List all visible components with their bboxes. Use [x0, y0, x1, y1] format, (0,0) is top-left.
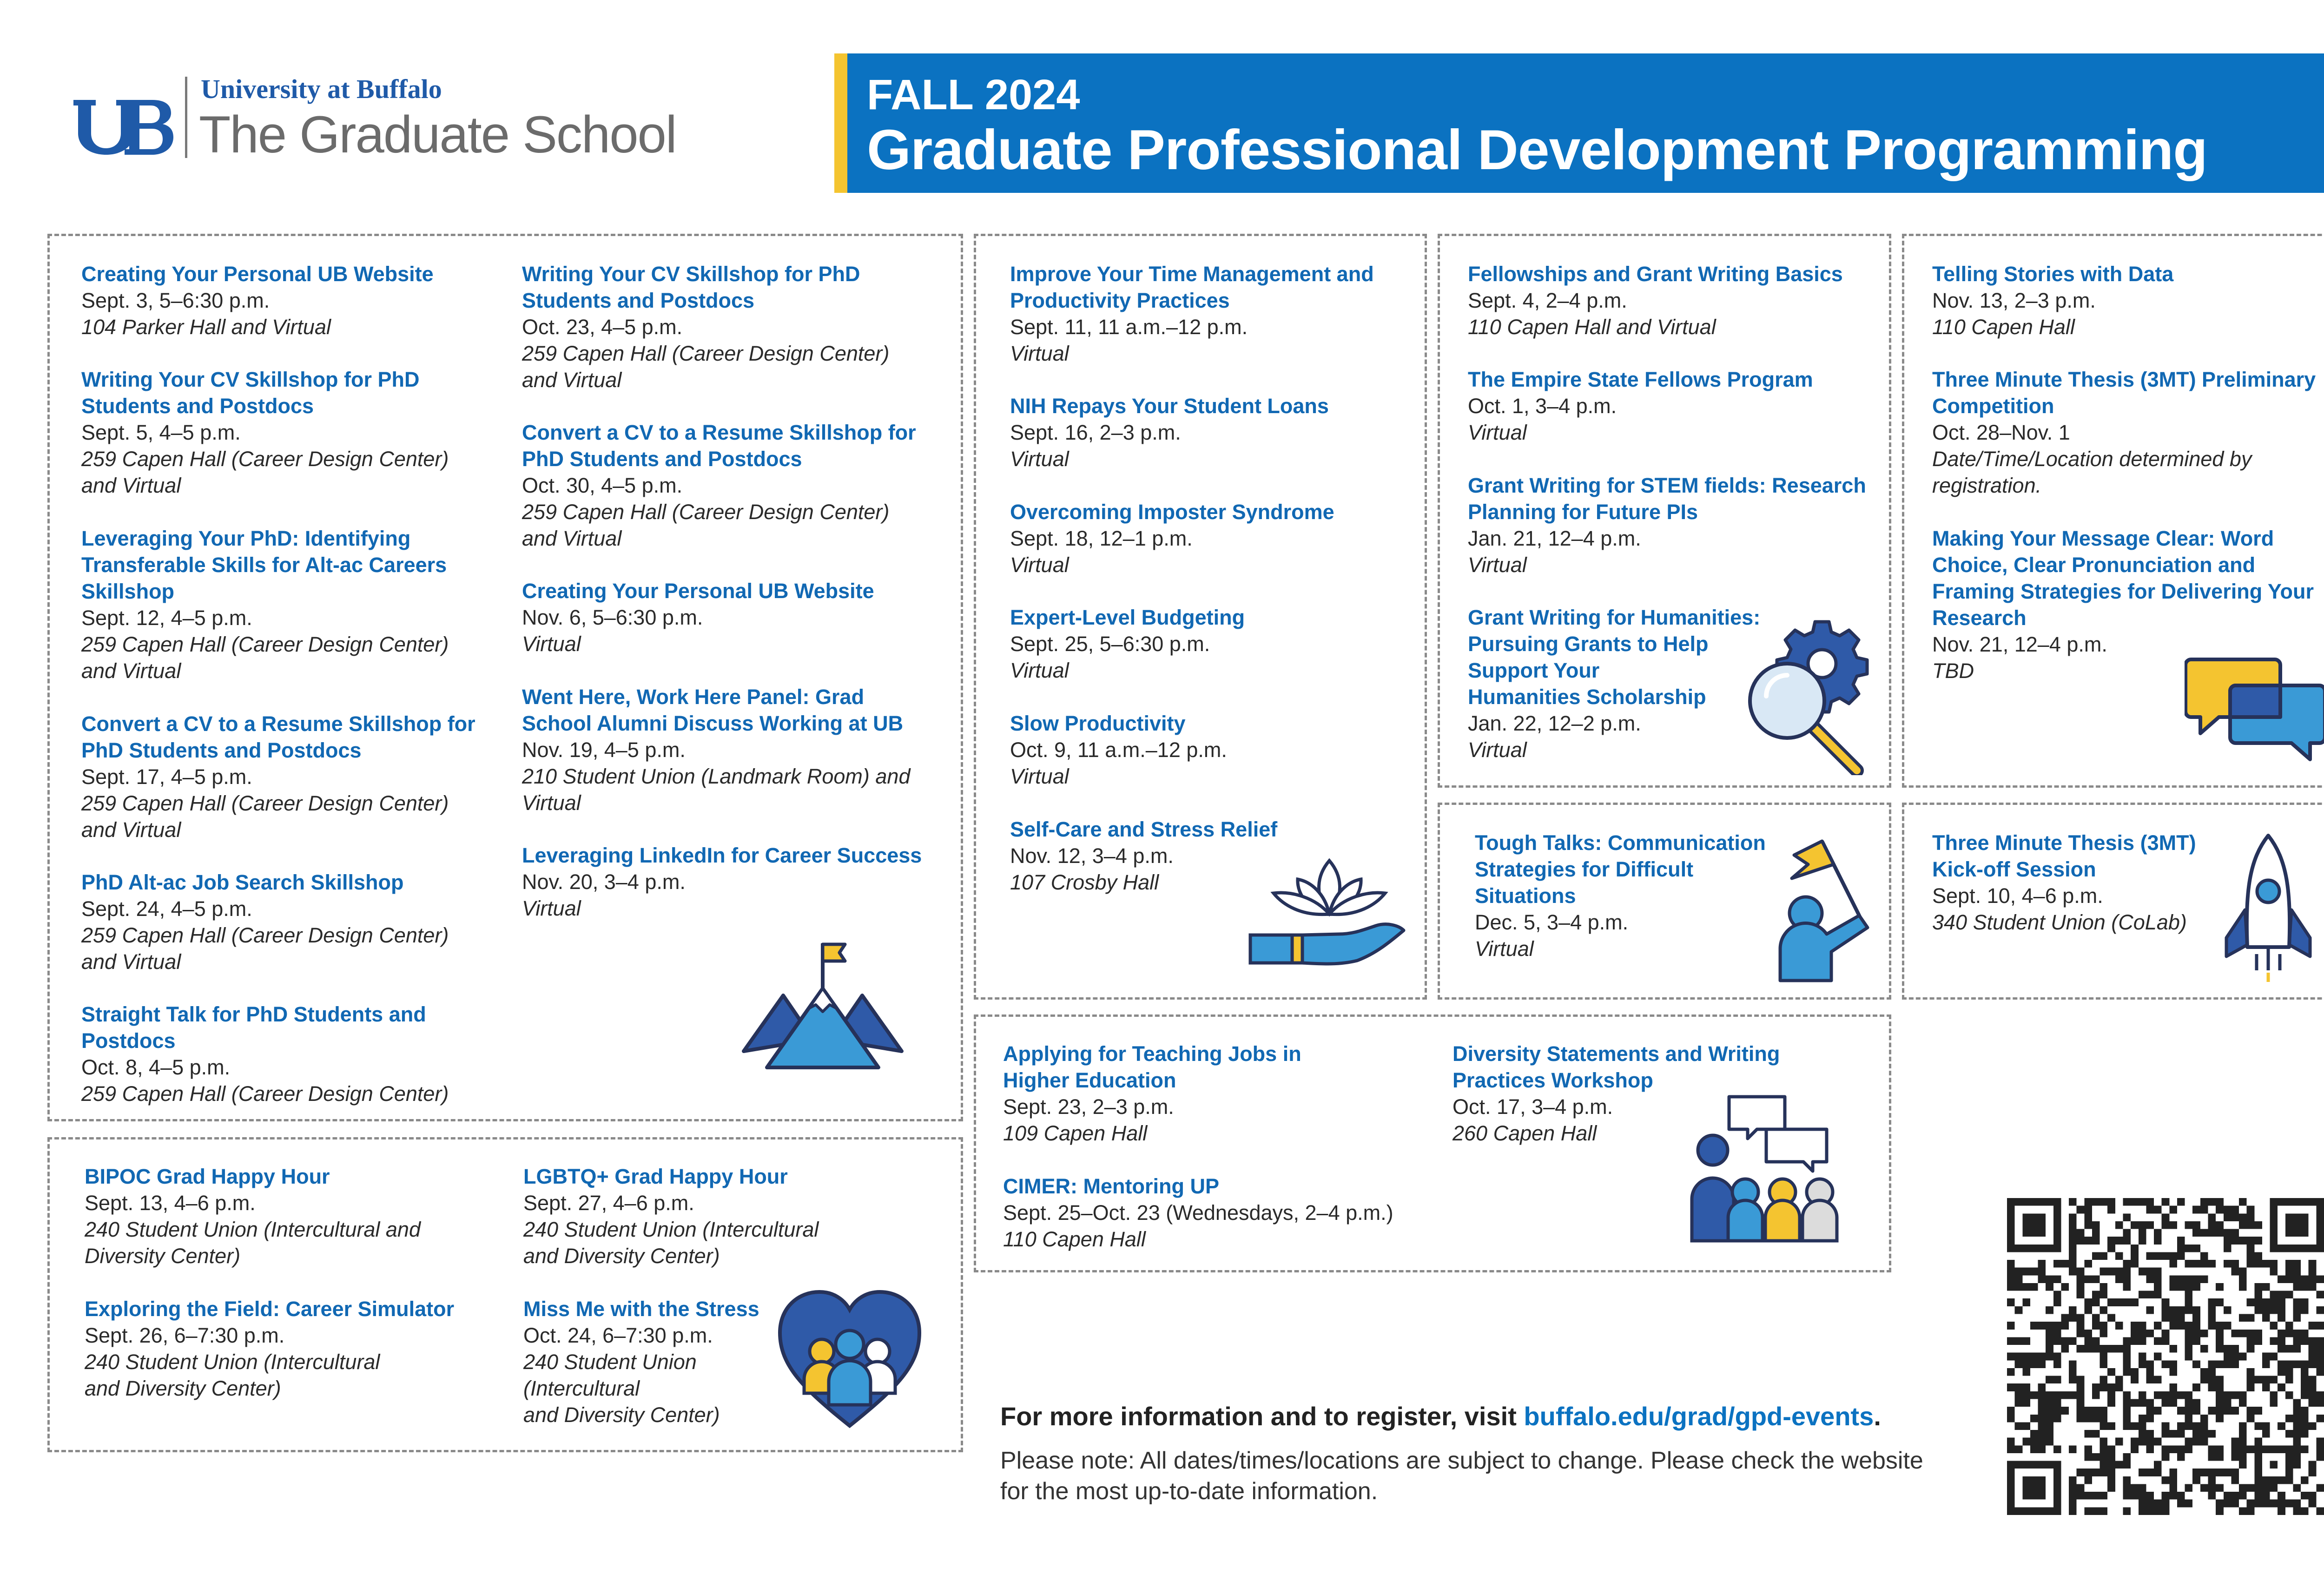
person-flag-icon	[1752, 832, 1882, 985]
event-item: LGBTQ+ Grad Happy Hour Sept. 27, 4–6 p.m. 240 Student Union (Intercultural and Diversity Center)	[523, 1165, 819, 1268]
event-item: Exploring the Field: Career Simulator Sept. 26, 6–7:30 p.m. 240 Student Union (Intercultural and Diversity Center)	[85, 1297, 455, 1400]
magnifier-gear-icon	[1745, 617, 1871, 775]
event-item: Expert-Level Budgeting Sept. 25, 5–6:30 p.m. Virtual	[1010, 606, 1245, 682]
event-item: Creating Your Personal UB Website Sept. 3, 5–6:30 p.m. 104 Parker Hall and Virtual	[81, 262, 434, 339]
event-item: Three Minute Thesis (3MT) Kick-off Session Sept. 10, 4–6 p.m. 340 Student Union (CoLab)	[1932, 831, 2196, 934]
school-name: The Graduate School	[199, 105, 676, 164]
event-item: Grant Writing for Humanities: Pursuing Grants to Help Support Your Humanities Scholarship Jan. 22, 12–2 p.m. Virtual	[1468, 606, 1761, 762]
register-link[interactable]: buffalo.edu/grad/gpd-events	[1524, 1402, 1874, 1431]
event-item: PhD Alt-ac Job Search Skillshop Sept. 24, 4–5 p.m. 259 Capen Hall (Career Design Center) and Virtual	[81, 870, 449, 974]
register-info: For more information and to register, visit buffalo.edu/grad/gpd-events.	[1000, 1402, 1881, 1431]
event-item: Creating Your Personal UB Website Nov. 6, 5–6:30 p.m. Virtual	[522, 579, 874, 656]
event-item: Leveraging Your PhD: Identifying Transferable Skills for Alt-ac Careers Skillshop Sept. 12, 4–5 p.m. 259 Capen Hall (Career Design Center) and Virtual	[81, 527, 449, 683]
event-item: Fellowships and Grant Writing Basics Sept. 4, 2–4 p.m. 110 Capen Hall and Virtual	[1468, 262, 1843, 339]
event-item: Slow Productivity Oct. 9, 11 a.m.–12 p.m. Virtual	[1010, 711, 1227, 788]
group-chat-icon	[1687, 1092, 1845, 1245]
chat-bubbles-icon	[2185, 653, 2324, 764]
event-item: Applying for Teaching Jobs in Higher Education Sept. 23, 2–3 p.m. 109 Capen Hall	[1003, 1042, 1301, 1145]
event-item: Telling Stories with Data Nov. 13, 2–3 p.m. 110 Capen Hall	[1932, 262, 2174, 339]
event-item: Improve Your Time Management and Productivity Practices Sept. 11, 11 a.m.–12 p.m. Virtual	[1010, 262, 1374, 365]
page-title: Graduate Professional Development Programming	[867, 118, 2207, 181]
rocket-icon	[2222, 831, 2315, 984]
event-item: NIH Repays Your Student Loans Sept. 16, 2–3 p.m. Virtual	[1010, 394, 1329, 471]
event-item: Miss Me with the Stress Oct. 24, 6–7:30 p.m. 240 Student Union (Intercultural and Diversity Center)	[523, 1297, 759, 1427]
event-item: The Empire State Fellows Program Oct. 1, 3–4 p.m. Virtual	[1468, 368, 1813, 444]
event-item: Grant Writing for STEM fields: Research Planning for Future PIs Jan. 21, 12–4 p.m. Virtual	[1468, 474, 1866, 577]
event-item: Convert a CV to a Resume Skillshop for PhD Students and Postdocs Sept. 17, 4–5 p.m. 259 Capen Hall (Career Design Center) and Virtual	[81, 712, 475, 842]
event-item: Three Minute Thesis (3MT) Preliminary Competition Oct. 28–Nov. 1 Date/Time/Location determined by registration.	[1932, 368, 2316, 497]
event-item: Tough Talks: Communication Strategies for Difficult Situations Dec. 5, 3–4 p.m. Virtual	[1475, 831, 1766, 961]
event-item: BIPOC Grad Happy Hour Sept. 13, 4–6 p.m. 240 Student Union (Intercultural and Diversity Center)	[85, 1165, 421, 1268]
event-item: Overcoming Imposter Syndrome Sept. 18, 12–1 p.m. Virtual	[1010, 500, 1334, 577]
event-item: Convert a CV to a Resume Skillshop for PhD Students and Postdocs Oct. 30, 4–5 p.m. 259 Capen Hall (Career Design Center) and Virtual	[522, 421, 916, 550]
event-item: Making Your Message Clear: Word Choice, Clear Pronunciation and Framing Strategies for Delivering Your Research Nov. 21, 12–4 p.m. TBD	[1932, 527, 2314, 683]
event-item: CIMER: Mentoring UP Sept. 25–Oct. 23 (Wednesdays, 2–4 p.m.) 110 Capen Hall	[1003, 1174, 1393, 1251]
banner-accent	[834, 53, 847, 193]
disclaimer-note: Please note: All dates/times/locations are subject to change. Please check the website for the most up-to-date information.	[1000, 1447, 1923, 1505]
term-label: FALL 2024	[867, 71, 1080, 119]
qr-code-icon[interactable]	[2007, 1198, 2324, 1515]
event-item: Went Here, Work Here Panel: Grad School Alumni Discuss Working at UB Nov. 19, 4–5 p.m. 210 Student Union (Landmark Room) and Virtual	[522, 685, 911, 815]
heart-people-icon	[775, 1286, 924, 1435]
ub-logo-icon	[73, 100, 173, 155]
event-item: Self-Care and Stress Relief Nov. 12, 3–4 p.m. 107 Crosby Hall	[1010, 817, 1278, 894]
event-item: Diversity Statements and Writing Practices Workshop Oct. 17, 3–4 p.m. 260 Capen Hall	[1452, 1042, 1780, 1145]
logo-divider	[185, 77, 187, 158]
lotus-hand-icon	[1246, 851, 1413, 972]
university-name: University at Buffalo	[201, 74, 442, 104]
event-item: Writing Your CV Skillshop for PhD Students and Postdocs Oct. 23, 4–5 p.m. 259 Capen Hall (Career Design Center) and Virtual	[522, 262, 890, 392]
event-item: Writing Your CV Skillshop for PhD Students and Postdocs Sept. 5, 4–5 p.m. 259 Capen Hall (Career Design Center) and Virtual	[81, 368, 449, 497]
event-item: Straight Talk for PhD Students and Postdocs Oct. 8, 4–5 p.m. 259 Capen Hall (Career Design Center)	[81, 1002, 449, 1106]
event-item: Leveraging LinkedIn for Career Success Nov. 20, 3–4 p.m. Virtual	[522, 843, 922, 920]
mountain-flag-icon	[739, 940, 906, 1072]
